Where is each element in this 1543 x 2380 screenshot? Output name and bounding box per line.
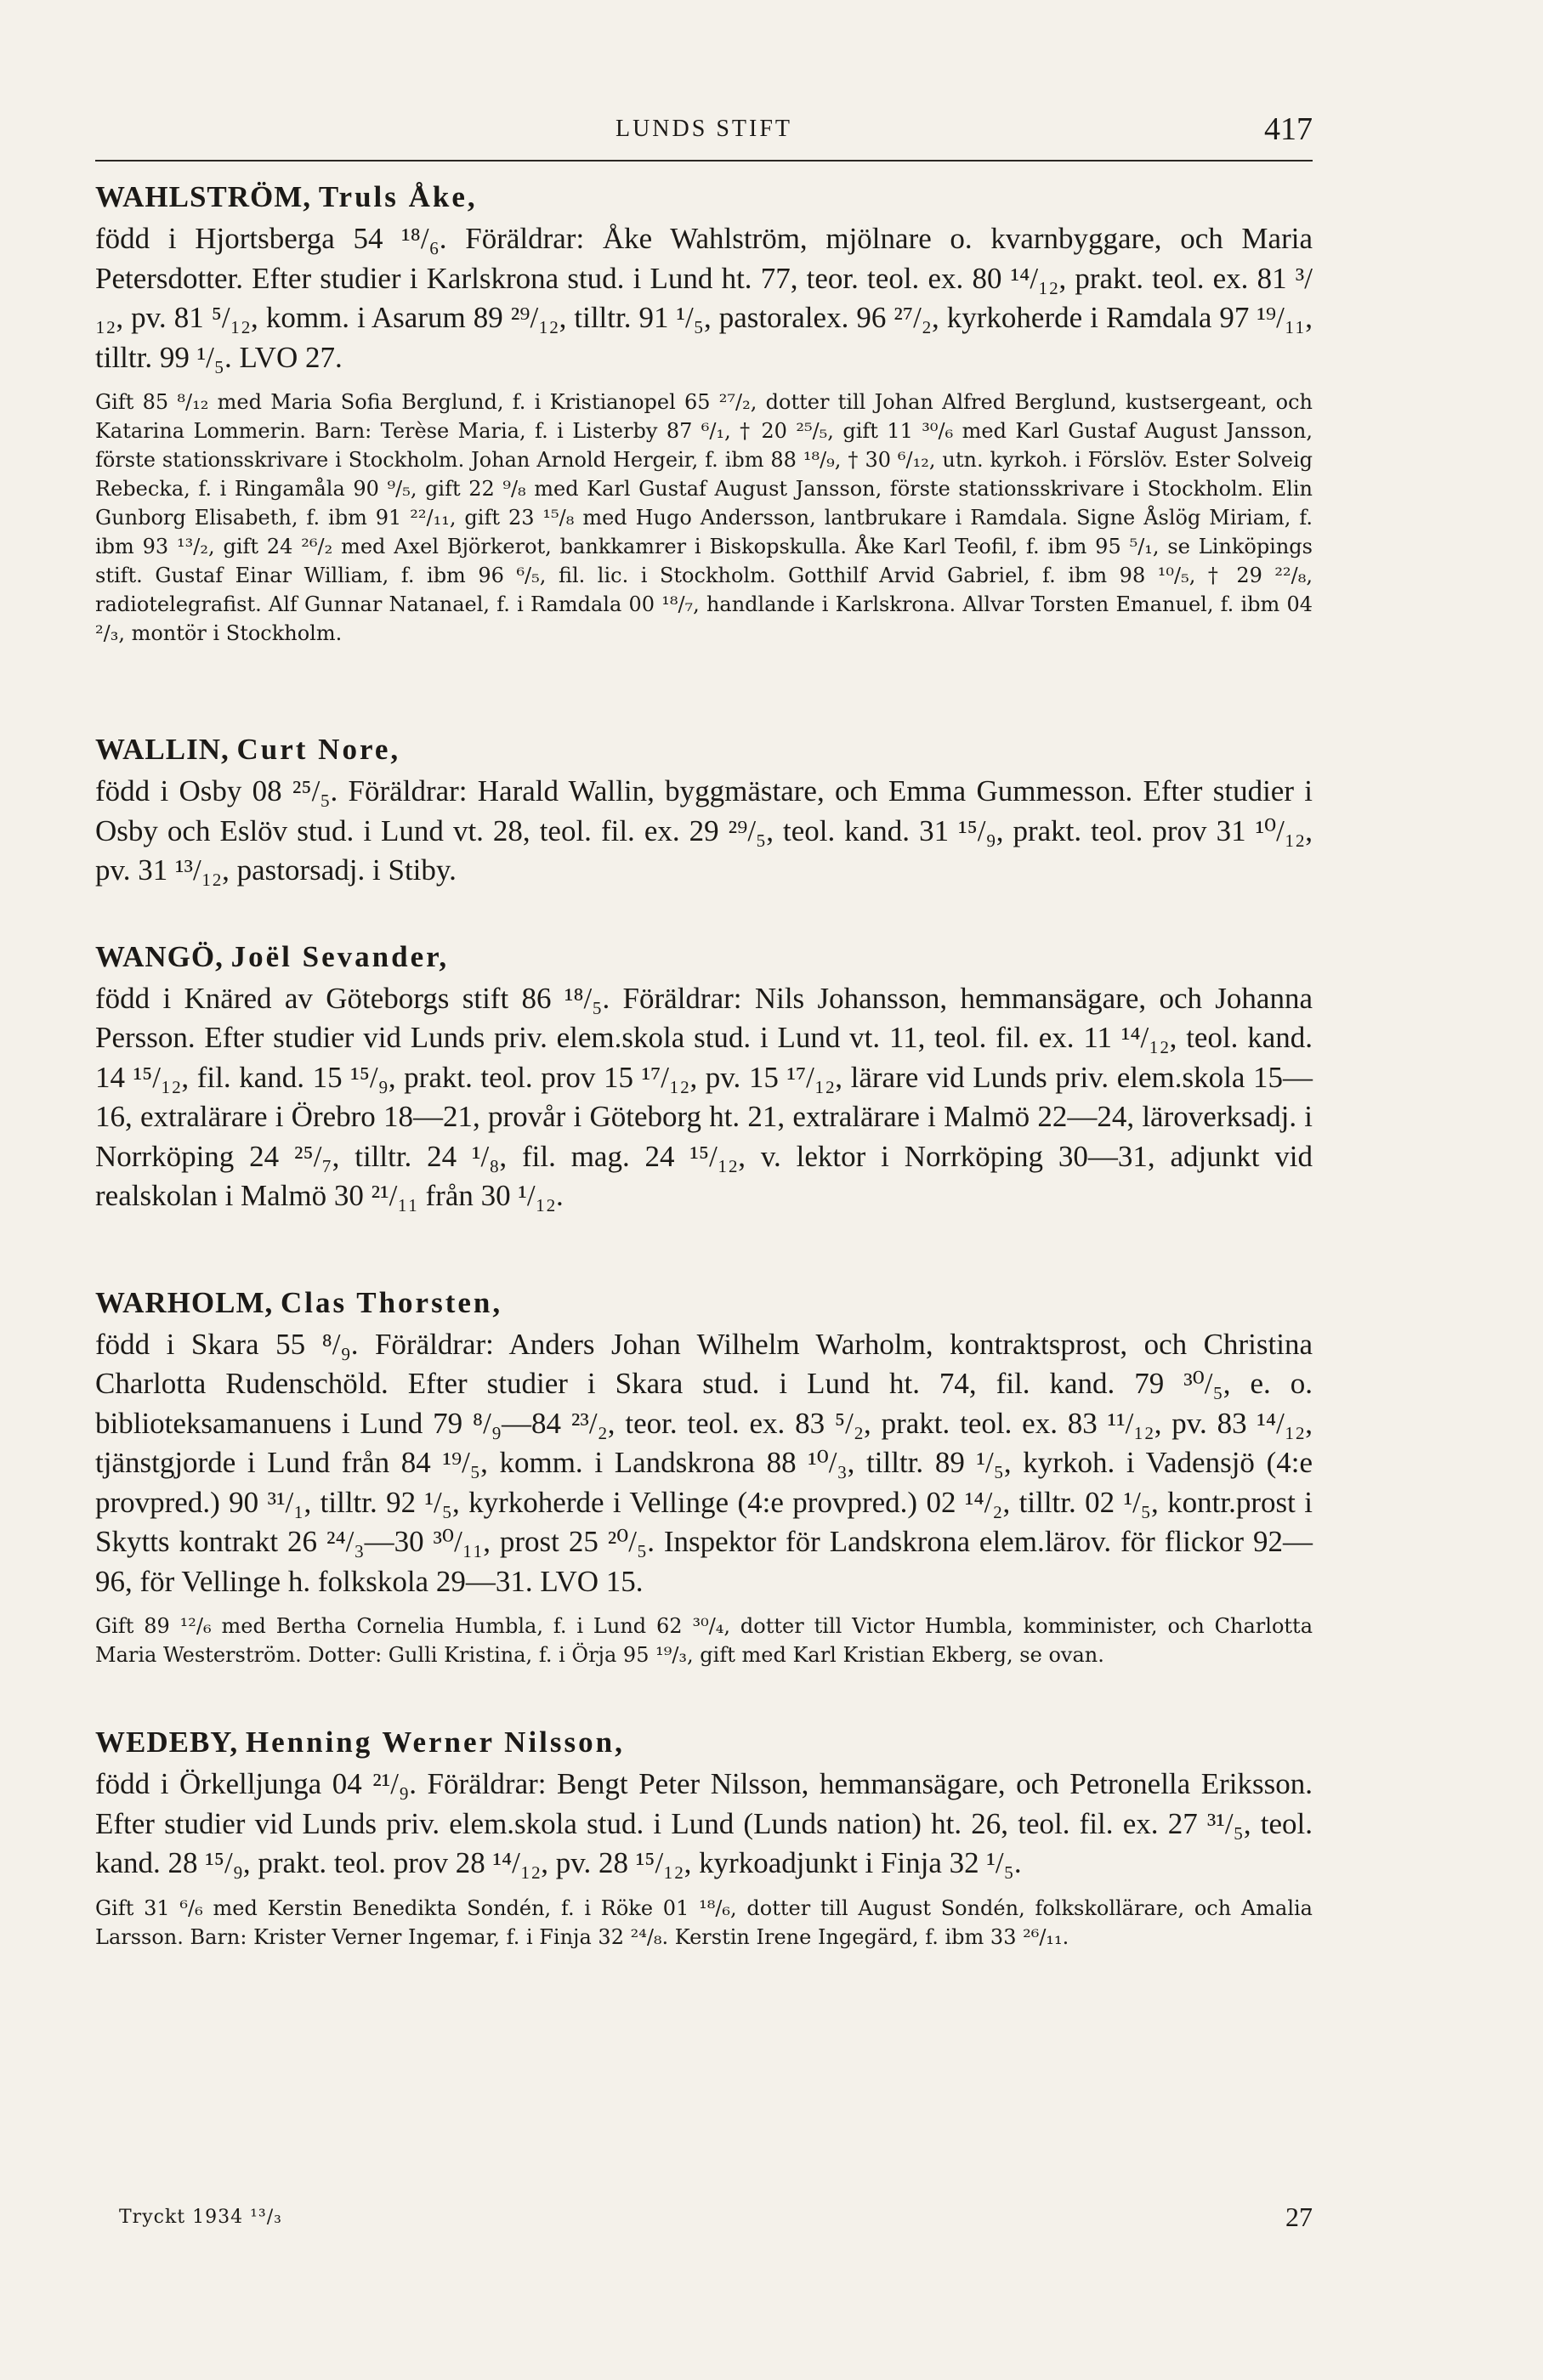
entry-biography: född i Hjortsberga 54 ¹⁸/₆. Föräldrar: Åke Wahlström, mjölnare o. kvarnbyggare, och Maria Petersdotter. Efter studier i Karlskrona stud. i Lund ht. 77, teor. teol. ex. 80 ¹⁴/₁₂, prakt. teol. ex. 81 ³/₁₂, pv. 81 ⁵/₁₂, komm. i Asarum 89 ²⁹/₁₂, tilltr. 91 ¹/₅, pastoralex. 96 ²⁷/₂, kyrkoherde i Ramdala 97 ¹⁹/₁₁, tilltr. 99 ¹/₅. LVO 27.: [95, 222, 1313, 374]
print-note: Tryckt 1934 ¹³/₃: [119, 2207, 282, 2228]
entry-surname: WARHOLM,: [95, 1285, 274, 1319]
entry-wedeby: [95, 1726, 1313, 1952]
entry-surname: WALLIN,: [95, 733, 230, 766]
entry-wango: [95, 940, 1313, 1216]
entry-family: Gift 85 ⁸/₁₂ med Maria Sofia Berglund, f. i Kristianopel 65 ²⁷/₂, dotter till Johan Alfred Berglund, kustsergeant, och Katarina Lommerin. Barn: Terèse Maria, f. i Listerby 87 ⁶/₁, † 20 ²⁵/₅, gift 11 ³⁰/₆ med Karl Gustaf August Jansson, förste stationsskrivare i Stockholm. Johan Arnold Hergeir, f. ibm 88 ¹⁸/₉, † 30 ⁶/₁₂, utn. kyrkoh. i Förslöv. Ester Solveig Rebecka, f. i Ringamåla 90 ⁹/₅, gift 22 ⁹/₈ med Karl Gustaf August Jansson, förste stationsskrivare i Stockholm. Elin Gunborg Elisabeth, f. ibm 91 ²²/₁₁, gift 23 ¹⁵/₈ med Hugo Andersson, lantbrukare i Ramdala. Signe Åslög Miriam, f. ibm 93 ¹³/₂, gift 24 ²⁶/₂ med Axel Björkerot, bankkamrer i Biskopskulla. Åke Karl Teofil, f. ibm 95 ⁵/₁, se Linköpings stift. Gustaf Einar William, f. ibm 96 ⁶/₅, fil. lic. i Stockholm. Gotthilf Arvid Gabriel, f. ibm 98 ¹⁰/₅, † 29 ²²/₈, radiotelegrafist. Alf Gunnar Natanael, f. i Ramdala 00 ¹⁸/₇, handlande i Karlskrona. Allvar Torsten Emanuel, f. ibm 04 ²/₃, montör i Stockholm.: [95, 390, 1313, 645]
entry-family: Gift 31 ⁶/₆ med Kerstin Benedikta Sondén, f. i Röke 01 ¹⁸/₆, dotter till August Sondén, folkskollärare, och Amalia Larsson. Barn: Krister Verner Ingemar, f. i Finja 32 ²⁴/₈. Kerstin Irene Ingegärd, f. ibm 33 ²⁶/₁₁.: [95, 1896, 1313, 1949]
entry-biography: född i Skara 55 ⁸/₉. Föräldrar: Anders Johan Wilhelm Warholm, kontraktsprost, och Christina Charlotta Rudenschöld. Efter studier i Skara stud. i Lund ht. 74, fil. kand. 79 ³⁰/₅, e. o. biblioteksamanuens i Lund 79 ⁸/₉—84 ²³/₂, teor. teol. ex. 83 ⁵/₂, prakt. teol. ex. 83 ¹¹/₁₂, pv. 83 ¹⁴/₁₂, tjänstgjorde i Lund från 84 ¹⁹/₅, komm. i Landskrona 88 ¹⁰/₃, tilltr. 89 ¹/₅, kyrkoh. i Vadensjö (4:e provpred.) 90 ³¹/₁, tilltr. 92 ¹/₅, kyrkoherde i Vellinge (4:e provpred.) 02 ¹⁴/₂, tilltr. 02 ¹/₅, kontr.prost i Skytts kontrakt 26 ²⁴/₃—30 ³⁰/₁₁, prost 25 ²⁰/₅. Inspektor för Landskrona elem.lärov. för flickor 92—96, för Vellinge h. folkskola 29—31. LVO 15.: [95, 1327, 1313, 1598]
entry-warholm: [95, 1286, 1313, 1670]
entry-surname: WEDEBY,: [95, 1726, 239, 1759]
entry-surname: WANGÖ,: [95, 939, 224, 973]
entry-list: [95, 180, 1313, 1952]
entry-given-names: Truls Åke,: [318, 180, 478, 213]
entry-family: Gift 89 ¹²/₆ med Bertha Cornelia Humbla, f. i Lund 62 ³⁰/₄, dotter till Victor Humbla, komminister, och Charlotta Maria Westerström. Dotter: Gulli Kristina, f. i Örja 95 ¹⁹/₃, gift med Karl Kristian Ekberg, se ovan.: [95, 1614, 1313, 1667]
entry-given-names: Joël Sevander,: [230, 939, 450, 973]
page-footer: [95, 2202, 1313, 2241]
entry-name: [95, 180, 1313, 214]
entry-wahlstrom: [95, 180, 1313, 648]
entry-name: [95, 1286, 1313, 1320]
entry-wallin: [95, 733, 1313, 891]
entry-biography: född i Örkelljunga 04 ²¹/₉. Föräldrar: Bengt Peter Nilsson, hemmansägare, och Petronella Eriksson. Efter studier vid Lunds priv. elem.skola stud. i Lund (Lunds nation) ht. 26, teol. fil. ex. 27 ³¹/₅, teol. kand. 28 ¹⁵/₉, prakt. teol. prov 28 ¹⁴/₁₂, pv. 28 ¹⁵/₁₂, kyrkoadjunkt i Finja 32 ¹/₅.: [95, 1767, 1313, 1879]
signature-mark: 27: [1285, 2202, 1313, 2232]
entry-given-names: Curt Nore,: [236, 733, 401, 766]
page-number: 417: [1264, 111, 1313, 147]
entry-biography: född i Osby 08 ²⁵/₅. Föräldrar: Harald Wallin, byggmästare, och Emma Gummesson. Efter studier i Osby och Eslöv stud. i Lund vt. 28, teol. fil. ex. 29 ²⁹/₅, teol. kand. 31 ¹⁵/₉, prakt. teol. prov 31 ¹⁰/₁₂, pv. 31 ¹³/₁₂, pastorsadj. i Stiby.: [95, 774, 1313, 887]
entry-name: [95, 733, 1313, 767]
entry-name: [95, 940, 1313, 974]
entry-name: [95, 1726, 1313, 1760]
running-head: [95, 109, 1313, 162]
header-title: LUNDS STIFT: [615, 116, 792, 142]
entry-biography: född i Knäred av Göteborgs stift 86 ¹⁸/₅. Föräldrar: Nils Johansson, hemmansägare, och Johanna Persson. Efter studier vid Lunds priv. elem.skola stud. i Lund vt. 11, teol. fil. ex. 11 ¹⁴/₁₂, teol. kand. 14 ¹⁵/₁₂, fil. kand. 15 ¹⁵/₉, prakt. teol. prov 15 ¹⁷/₁₂, pv. 15 ¹⁷/₁₂, lärare vid Lunds priv. elem.skola 15—16, extralärare i Örebro 18—21, provår i Göteborg ht. 21, extralärare i Malmö 22—24, läroverksadj. i Norrköping 24 ²⁵/₇, tilltr. 24 ¹/₈, fil. mag. 24 ¹⁵/₁₂, v. lektor i Norrköping 30—31, adjunkt vid realskolan i Malmö 30 ²¹/₁₁ från 30 ¹/₁₂.: [95, 981, 1313, 1212]
entry-given-names: Clas Thorsten,: [281, 1285, 503, 1319]
entry-surname: WAHLSTRÖM,: [95, 180, 312, 213]
entry-given-names: Henning Werner Nilsson,: [245, 1726, 625, 1759]
